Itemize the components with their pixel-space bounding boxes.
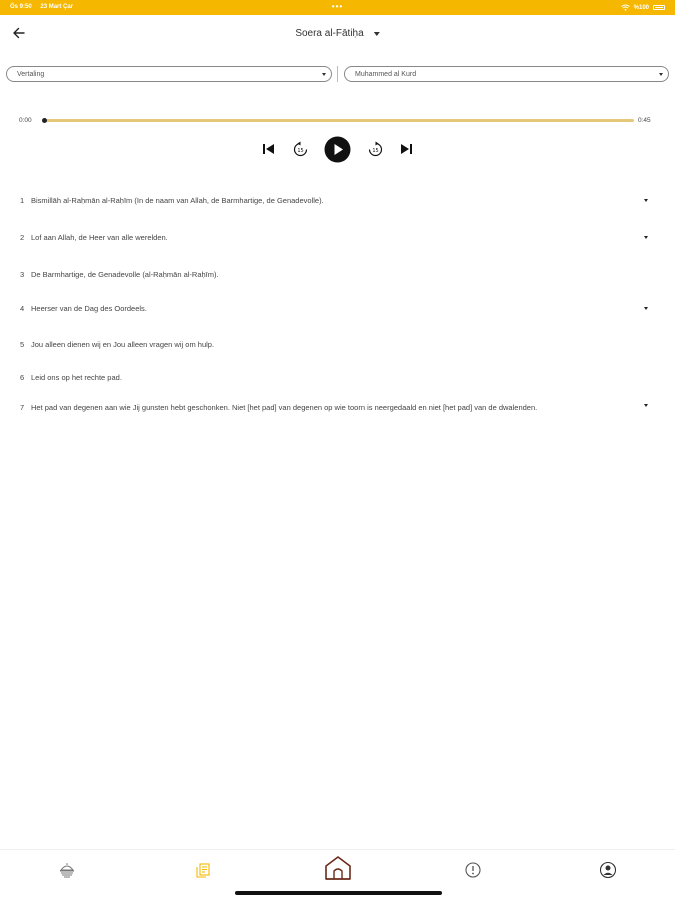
battery-icon: [653, 5, 665, 10]
forward-15-icon[interactable]: [367, 141, 384, 158]
svg-text:15: 15: [297, 148, 304, 154]
playback-controls: [0, 136, 675, 162]
translation-select[interactable]: [6, 66, 332, 82]
info-icon: [464, 861, 482, 879]
expand-chevron-icon[interactable]: [644, 404, 648, 407]
duration: 0:45: [638, 117, 651, 124]
quran-book-icon: [194, 861, 212, 879]
verse-text: Het pad van degenen aan wie Jij gunsten hebt geschonken. Niet [het pad] van degenen op wie toorn is neergedaald en niet [het pad] van de dwalenden.: [31, 403, 538, 412]
audio-progress-knob[interactable]: [42, 118, 47, 123]
skip-previous-icon[interactable]: [262, 143, 275, 155]
header: [0, 20, 675, 50]
reciter-select-label: Muhammed al Kurd: [355, 71, 417, 78]
status-bar: [0, 0, 675, 15]
tab-home[interactable]: [324, 854, 352, 882]
home-indicator[interactable]: [235, 891, 442, 895]
verse-number: 3: [20, 270, 25, 279]
verse-text: De Barmhartige, de Genadevolle (al-Raḥmān al-Raḥīm).: [31, 270, 219, 279]
current-time: 0:00: [19, 117, 32, 124]
verse-number: 6: [20, 373, 25, 382]
verse-text: Heerser van de Dag des Oordeels.: [31, 304, 147, 313]
mosque-icon: [57, 860, 77, 880]
verse-text: Lof aan Allah, de Heer van alle werelden.: [31, 233, 168, 242]
verse-number: 5: [20, 340, 25, 349]
multitasking-dots[interactable]: •••: [331, 2, 344, 11]
back-arrow-icon[interactable]: [12, 26, 26, 40]
svg-text:15: 15: [372, 148, 379, 154]
verse-number: 2: [20, 233, 25, 242]
verse-number: 1: [20, 196, 25, 205]
tab-info[interactable]: [461, 858, 485, 882]
verse-text: Jou alleen dienen wij en Jou alleen vragen wij om hulp.: [31, 340, 215, 349]
surah-title-dropdown[interactable]: [295, 28, 379, 39]
status-date: 23 Mart Çar: [40, 4, 74, 10]
skip-next-icon[interactable]: [400, 143, 413, 155]
home-icon: [324, 854, 352, 882]
expand-chevron-icon[interactable]: [644, 307, 648, 310]
expand-chevron-icon[interactable]: [644, 199, 648, 202]
verse-number: 4: [20, 304, 25, 313]
wifi-icon: [621, 4, 630, 11]
tab-quran[interactable]: [191, 858, 215, 882]
profile-icon: [599, 861, 617, 879]
chevron-down-icon: [322, 73, 326, 76]
chevron-down-icon: [659, 73, 663, 76]
verse-number: 7: [20, 403, 25, 412]
expand-chevron-icon[interactable]: [644, 236, 648, 239]
verse-text: Leid ons op het rechte pad.: [31, 373, 122, 382]
chevron-down-icon: [374, 32, 380, 36]
divider: [337, 66, 338, 82]
tab-profile[interactable]: [596, 858, 620, 882]
translation-select-label: Vertaling: [17, 71, 45, 78]
rewind-15-icon[interactable]: [292, 141, 309, 158]
battery-percent: %100: [633, 4, 649, 11]
audio-progress-track[interactable]: [43, 119, 634, 122]
verse-text: Bismillāh al-Raḥmān al-Raḥīm (In de naam van Allah, de Barmhartige, de Genadevolle).: [31, 196, 324, 205]
status-time: Ös 9:50: [10, 4, 32, 10]
reciter-select[interactable]: [344, 66, 669, 82]
tab-mosque[interactable]: [55, 858, 79, 882]
play-button[interactable]: [324, 136, 351, 163]
page-title: Soera al-Fātiḥa: [295, 28, 364, 39]
